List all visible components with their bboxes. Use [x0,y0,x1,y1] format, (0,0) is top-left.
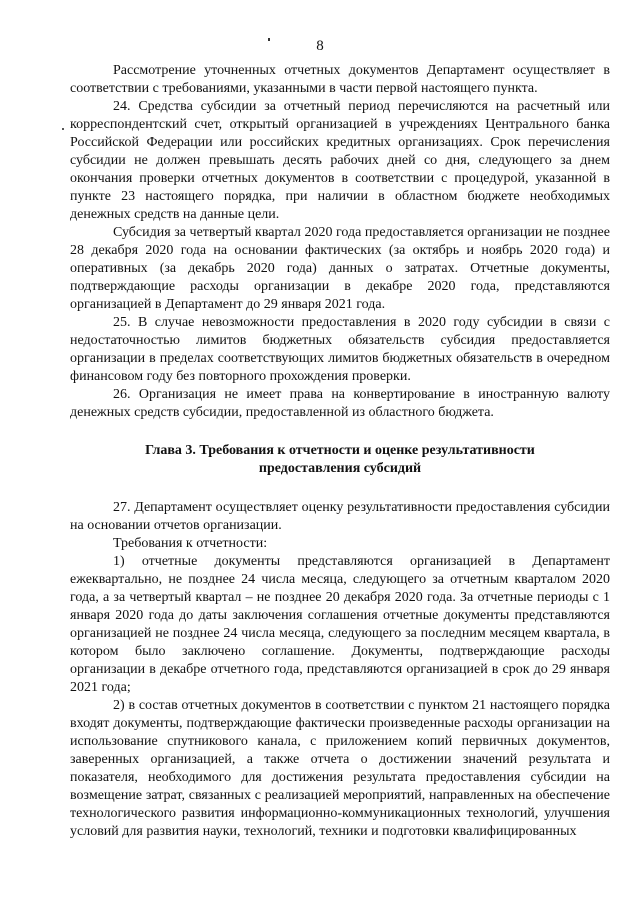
paragraph-item-25: 25. В случае невозможности предоставления в 2020 году субсидии в связи с недостаточностью лимитов бюджетных обязательств субсидия предоставляется организации в пределах соответствующих лимитов бюджетных обязательств в очередном финансовом году без повторного прохождения проверки. [70,315,610,384]
page-number: 8 [316,38,324,54]
paragraph-subitem-2: 2) в состав отчетных документов в соответствии с пунктом 21 настоящего порядка входят документы, подтверждающие фактически произведенные расходы организации на использование спутникового канала, с приложением копий первичных документов, заверенных организацией, а также отчета о достижении значений результата и показателя, необходимого для достижения результата предоставления субсидии на возмещение затрат, связанных с реализацией мероприятий, направленных на обеспечение технологического развития информационно-коммуникационных технологий, улучшения условий для развития науки, технологий, техники и подготовки квалифицированных [70,698,610,839]
chapter-heading [70,442,610,478]
paragraph-subitem-1: 1) отчетные документы представляются организацией в Департамент ежеквартально, не позднее 24 числа месяца, следующего за отчетным кварталом 2020 года, а за четвертый квартал – не позднее 20 декабря 2020 года. За отчетные периоды с 1 января 2020 года до даты заключения соглашения отчетные документы представляются организацией не позднее 24 числа месяца, следующего за последним месяцем квартала, в котором было заключено соглашение. Документы, подтверждающие расходы организации в декабре отчетного года, представляются организацией в срок до 29 января 2021 года; [70,554,610,695]
scan-dot [62,128,64,130]
paragraph-q4-subsidy: Субсидия за четвертый квартал 2020 года предоставляется организации не позднее 28 декабря 2020 года на основании фактических (за октябрь и ноябрь 2020 года) и оперативных (за декабрь 2020 года) данных о затратах. Отчетные документы, подтверждающие расходы организации в декабре 2020 года, представляются организацией в Департамент до 29 января 2021 года. [70,225,610,312]
document-body [70,62,610,841]
paragraph-reporting-requirements: Требования к отчетности: [113,536,268,551]
paragraph-item-26: 26. Организация не имеет права на конвертирование в иностранную валюту денежных средств субсидии, предоставленной из областного бюджета. [70,387,610,420]
chapter-heading-line1: Глава 3. Требования к отчетности и оценке результативности [145,443,535,458]
chapter-heading-line2: предоставления субсидий [258,461,422,476]
paragraph-item-24: 24. Средства субсидии за отчетный период перечисляются на расчетный или корреспондентский счет, открытый организацией в учреждениях Центрального банка Российской Федерации или российских кредитных организациях. Срок перечисления субсидии не должен превышать десять рабочих дней со дня, следующего за днем окончания проверки отчетных документов в соответствии с процедурой, указанной в пункте 23 настоящего порядка, при наличии в областном бюджете необходимых денежных средств на данные цели. [70,99,610,222]
paragraph-clarified-reports: Рассмотрение уточненных отчетных документов Департамент осуществляет в соответствии с требованиями, указанными в части первой настоящего пункта. [70,63,610,96]
paragraph-item-27: 27. Департамент осуществляет оценку результативности предоставления субсидии на основании отчетов организации. [70,500,610,533]
